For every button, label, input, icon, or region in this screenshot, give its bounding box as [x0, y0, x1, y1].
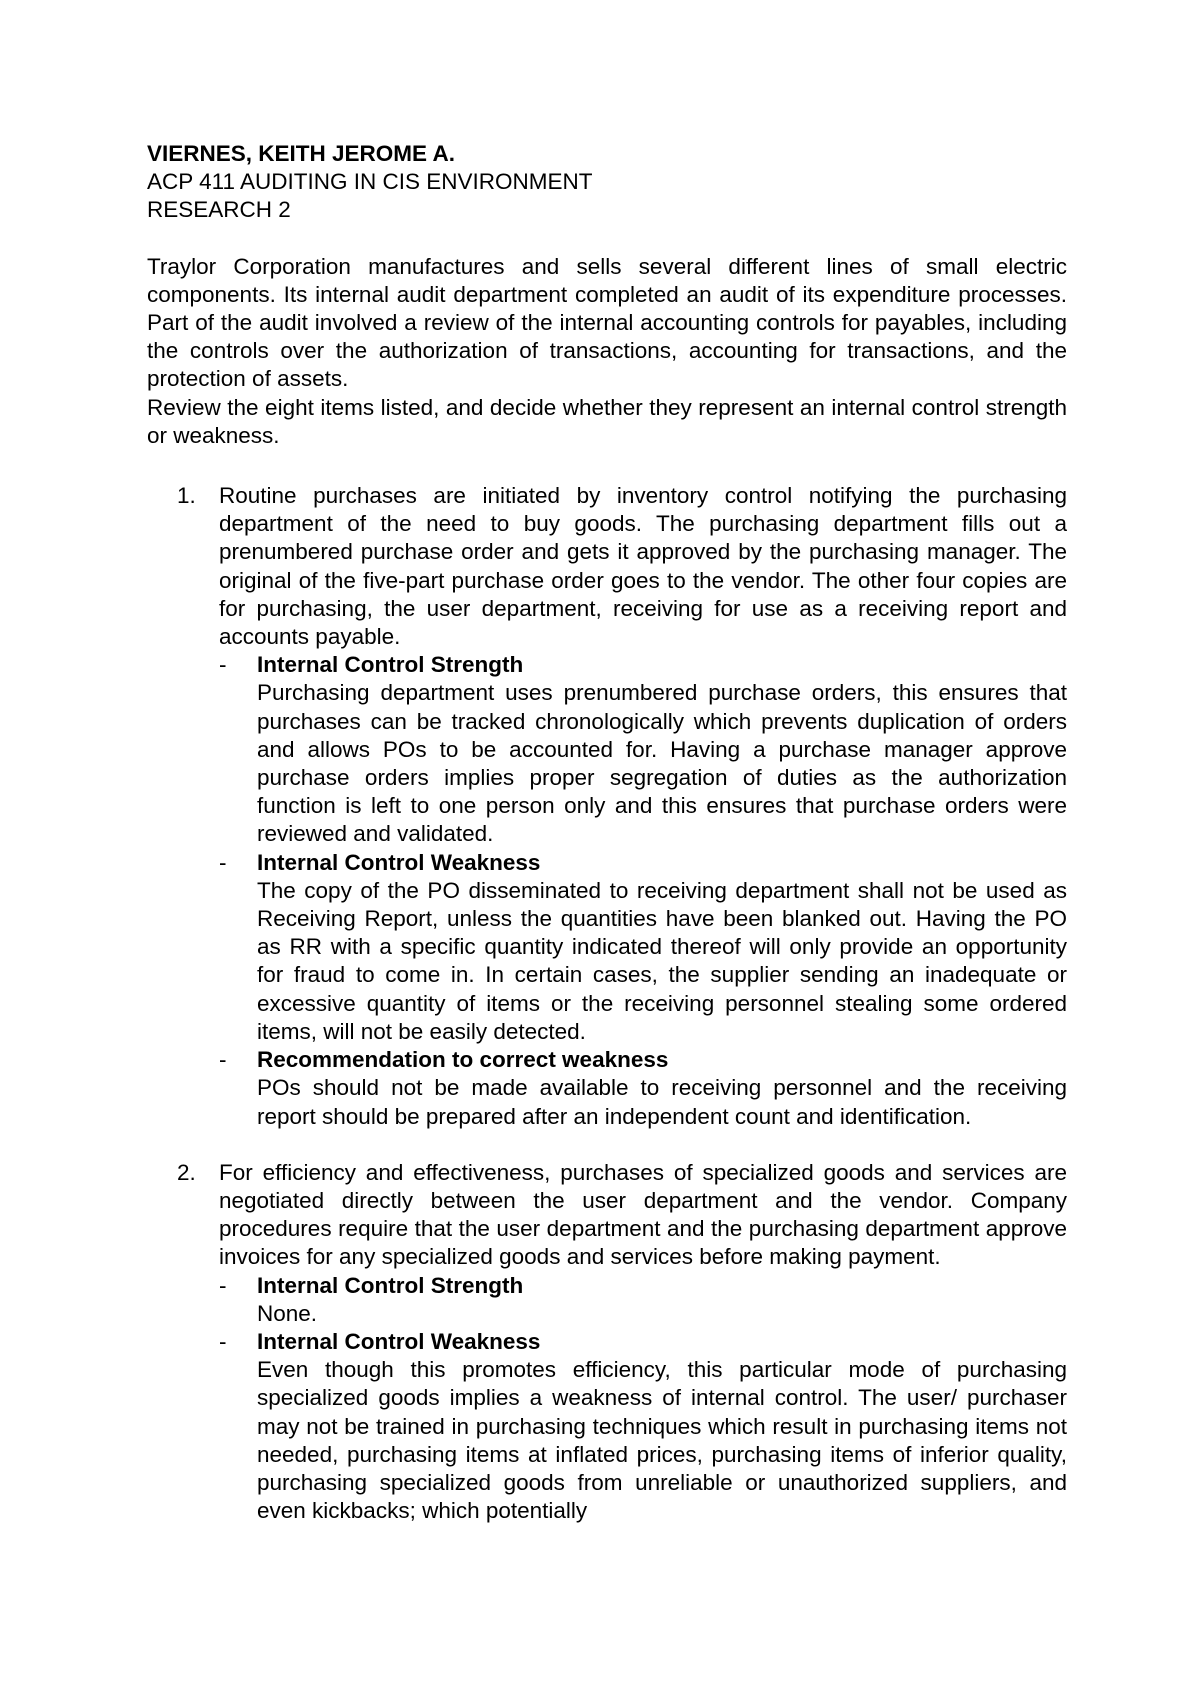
item-text: Routine purchases are initiated by inventory control notifying the purchasing department of the need to buy goods. The purchasing department fills out a prenumbered purchase order and gets it approved by the purchasing manager. The original of the five-part purchase order goes to the vendor. The other four copies are for purchasing, the user department, receiving for use as a receiving report and accounts payable.: [219, 483, 1067, 650]
course-title: ACP 411 AUDITING IN CIS ENVIRONMENT: [147, 169, 593, 195]
sub-heading: Internal Control Weakness: [257, 1328, 541, 1354]
sub-heading: Internal Control Strength: [257, 652, 524, 678]
author-name: VIERNES, KEITH JEROME A.: [147, 141, 455, 166]
sub-body: Even though this promotes efficiency, this particular mode of purchasing specialized goods implies a weakness of internal control. The user/ purchaser may not be trained in purchasing techniques which result in purchasing items not needed, purchasing items at inflated prices, purchasing items of inferior quality, purchasing specialized goods from unreliable or unauthorized suppliers, and even kickbacks; which potentially: [257, 1357, 1067, 1524]
assignment-title: RESEARCH 2: [147, 197, 291, 223]
dash-bullet: -: [219, 652, 227, 678]
sub-point-weakness: [219, 849, 1067, 1046]
dash-bullet: -: [219, 849, 227, 875]
item-number: 2.: [177, 1159, 196, 1185]
sub-body: POs should not be made available to receiving personnel and the receiving report should be prepared after an independent count and identification.: [257, 1075, 1067, 1129]
document-page: [147, 140, 1067, 1553]
sub-body: Purchasing department uses prenumbered purchase orders, this ensures that purchases can be tracked chronologically which prevents duplication of orders and allows POs to be accounted for. Having a purchase manager approve purchase orders implies proper segregation of duties as the authorization function is left to one person only and this ensures that purchase orders were reviewed and validated.: [257, 680, 1067, 847]
sub-point-weakness: [219, 1328, 1067, 1525]
sub-heading: Recommendation to correct weakness: [257, 1047, 669, 1073]
dash-bullet: -: [219, 1328, 227, 1354]
sub-point-strength: [219, 1272, 1067, 1328]
intro-section: [147, 253, 1067, 450]
sub-body: The copy of the PO disseminated to receiving department shall not be used as Receiving Report, unless the quantities have been blanked out. Having the PO as RR with a specific quantity indicated thereof will only provide an opportunity for fraud to come in. In certain cases, the supplier sending an inadequate or excessive quantity of items or the receiving personnel stealing some ordered items, will not be easily detected.: [257, 877, 1067, 1044]
item-number: 1.: [177, 483, 196, 509]
dash-bullet: -: [219, 1272, 227, 1298]
sub-point-recommendation: [219, 1046, 1067, 1131]
intro-paragraph: Traylor Corporation manufactures and sells several different lines of small electric components. Its internal audit department completed an audit of its expenditure processes. Part of the audit involved a review of the internal accounting controls for payables, including the controls over the authorization of transactions, accounting for transactions, and the protection of assets.: [147, 253, 1067, 392]
sub-heading: Internal Control Strength: [257, 1272, 524, 1298]
sub-point-strength: [219, 651, 1067, 848]
item-text: For efficiency and effectiveness, purchases of specialized goods and services are negotiated directly between the user department and the vendor. Company procedures require that the user department and the purchasing department approve invoices for any specialized goods and services before making payment.: [219, 1159, 1067, 1270]
list-item: [147, 482, 1067, 1131]
intro-instruction: Review the eight items listed, and decide whether they represent an internal control strength or weakness.: [147, 394, 1067, 448]
dash-bullet: -: [219, 1047, 227, 1073]
sub-body: None.: [257, 1300, 318, 1326]
sub-heading: Internal Control Weakness: [257, 849, 541, 875]
list-item: [147, 1159, 1067, 1526]
items-list: [147, 482, 1067, 1525]
